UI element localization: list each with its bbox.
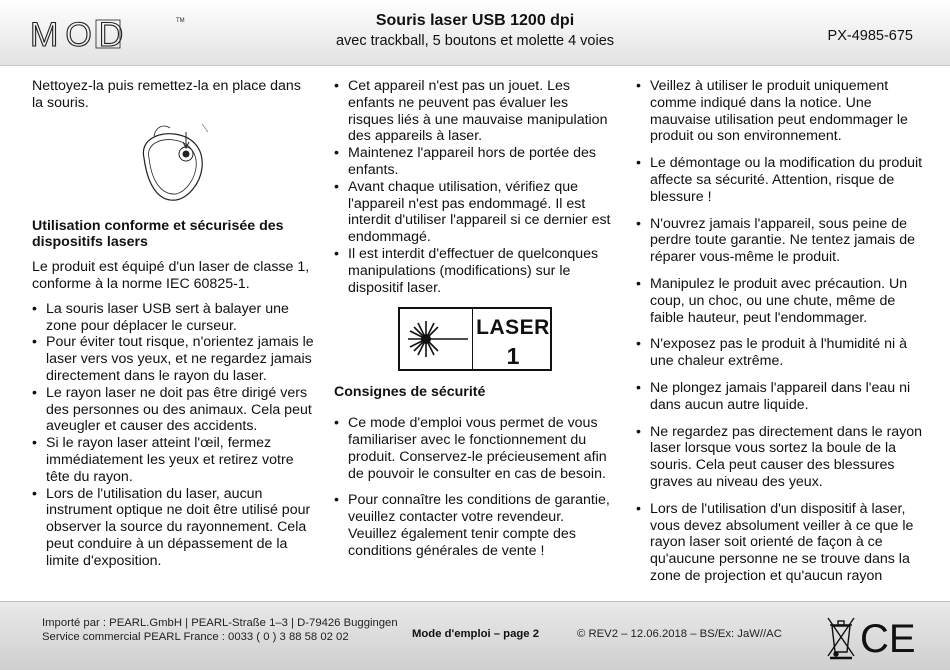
- list-item: • Maintenez l'appareil hors de portée des enfants.: [334, 145, 616, 179]
- importer-info: [42, 616, 398, 644]
- laser-radiation-icon: [404, 315, 468, 363]
- ce-mark: CE: [860, 617, 916, 660]
- intro-text: Nettoyez-la puis remettez-la en place dans la souris.: [32, 78, 301, 111]
- compliance-marks: [826, 614, 921, 660]
- laser-label-text: LASER: [476, 316, 550, 339]
- importer-address: Importé par : PEARL.GmbH | PEARL-Straße 1–3 | D-79426 Buggingen: [42, 617, 398, 629]
- mod-logo: [30, 12, 190, 56]
- revision-info: © REV2 – 12.06.2018 – BS/Ex: JaW//AC: [577, 628, 782, 640]
- product-code: PX-4985-675: [827, 28, 913, 44]
- list-item: • Si le rayon laser atteint l'œil, fermez immédiatement les yeux et retirez votre tête du rayon.: [32, 435, 314, 485]
- document-subtitle: avec trackball, 5 boutons et molette 4 voies: [335, 33, 615, 49]
- svg-text:MOD: MOD: [30, 16, 131, 54]
- list-item: • Avant chaque utilisation, vérifiez que l'appareil n'est pas endommagé. Il est interdit d'utiliser l'appareil si ce dernier est endommagé.: [334, 179, 616, 246]
- section-heading-safety: Consignes de sécurité: [334, 384, 486, 401]
- laser-class-label: [398, 307, 552, 371]
- column-right: [636, 78, 926, 585]
- list-item: • Manipulez le produit avec précaution. Un coup, un choc, ou une chute, même de faible hauteur, peut l'endommager.: [636, 276, 926, 326]
- list-item: • N'exposez pas le produit à l'humidité ni à une chaleur extrême.: [636, 336, 926, 370]
- section-heading-laser-use: Utilisation conforme et sécurisée des dispositifs lasers: [32, 217, 284, 251]
- list-item: • N'ouvrez jamais l'appareil, sous peine de perdre toute garantie. Ne tentez jamais de réparer vous-même le produit.: [636, 216, 926, 266]
- svg-text:TM: TM: [176, 18, 185, 24]
- page-label: Mode d'emploi – page 2: [412, 628, 539, 640]
- mouse-illustration: [130, 118, 220, 202]
- list-item: • Ne regardez pas directement dans le rayon laser lorsque vous sortez la boule de la souris. Cela peut causer des blessures graves au niveau des yeux.: [636, 424, 926, 491]
- list-item: • Ce mode d'emploi vous permet de vous familiariser avec le fonctionnement du produit. Conservez-le précieusement afin de pouvoir le consulter en cas de besoin.: [334, 415, 616, 482]
- list-item: • Le rayon laser ne doit pas être dirigé vers des personnes ou des animaux. Cela peut aveugler et causer des accidents.: [32, 385, 314, 435]
- laser-class-paragraph: Le produit est équipé d'un laser de classe 1, conforme à la norme IEC 60825-1.: [32, 259, 310, 292]
- list-item: • Lors de l'utilisation du laser, aucun instrument optique ne doit être utilisé pour observer la source du rayonnement. Cela peut conduire à un dépassement de la limite d'exposition.: [32, 486, 314, 570]
- page-footer: [0, 601, 950, 670]
- page-header: [0, 0, 950, 66]
- laser-class-number: 1: [506, 343, 520, 369]
- list-item: • Ne plongez jamais l'appareil dans l'eau ni dans aucun autre liquide.: [636, 380, 926, 414]
- list-item: • Cet appareil n'est pas un jouet. Les enfants ne peuvent pas évaluer les risques liés à une mauvaise manipulation des appareils à laser.: [334, 78, 616, 145]
- list-item: • Pour éviter tout risque, n'orientez jamais le laser vers vos yeux, et ne regardez jamais directement dans le rayon du laser.: [32, 334, 314, 384]
- list-item: • La souris laser USB sert à balayer une zone pour déplacer le curseur.: [32, 301, 314, 335]
- list-item: • Veillez à utiliser le produit uniquement comme indiqué dans la notice. Une mauvaise utilisation peut endommager le produit ou son environnement.: [636, 78, 926, 145]
- document-title: Souris laser USB 1200 dpi: [375, 12, 575, 29]
- list-item: • Pour connaître les conditions de garantie, veuillez contacter votre revendeur. Veuillez également tenir compte des conditions générales de vente !: [334, 492, 616, 559]
- weee-bin-icon: [828, 618, 854, 658]
- list-item: • Il est interdit d'effectuer de quelconques manipulations (modifications) sur le dispositif laser.: [334, 246, 616, 296]
- list-item: • Lors de l'utilisation d'un dispositif à laser, vous devez absolument veiller à ce que le rayon laser soit orienté de façon à ce qu'aucune personne ne se trouve dans la zone de projection et qu'aucun rayon: [636, 501, 926, 585]
- list-item: • Le démontage ou la modification du produit affecte sa sécurité. Attention, risque de blessure !: [636, 155, 926, 205]
- service-phone: Service commercial PEARL France : 0033 ( 0 ) 3 88 58 02 02: [42, 631, 349, 643]
